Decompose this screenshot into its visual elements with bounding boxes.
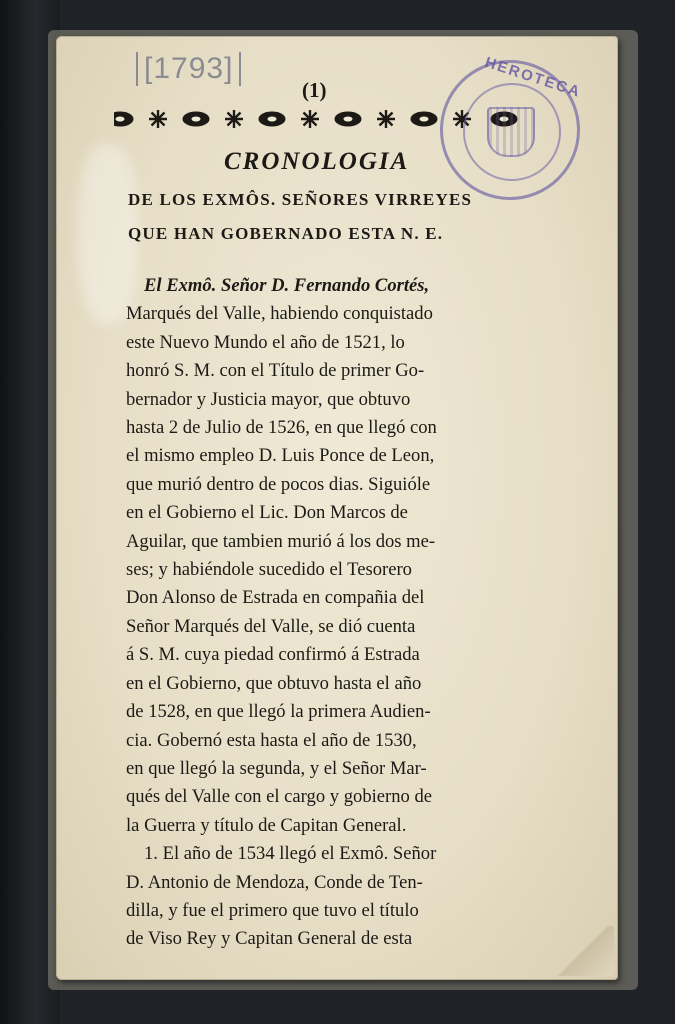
text-line: de 1528, en que llegó la primera Audien- [126, 701, 431, 723]
body-text [126, 272, 550, 954]
text-line: en el Gobierno, que obtuvo hasta el año [126, 672, 422, 694]
stamp-text: HEROTECA [482, 53, 584, 102]
subtitle-line-1: DE LOS EXMÔS. SEÑORES VIRREYES [128, 190, 473, 209]
text-line: cia. Gobernó esta hasta el año de 1530, [126, 729, 417, 751]
text-line: D. Antonio de Mendoza, Conde de Ten- [126, 871, 423, 893]
text-line: dilla, y fue el primero que tuvo el título [126, 899, 419, 921]
text-line: la Guerra y título de Capitan General. [126, 814, 407, 836]
document-page [56, 36, 618, 980]
stamp-coat-of-arms [487, 107, 535, 157]
ornament-star [225, 110, 243, 128]
text-line: honró S. M. con el Título de primer Go- [126, 360, 425, 382]
text-line: El Exmô. Señor D. Fernando Cortés, [144, 275, 430, 296]
ornament-motif [259, 112, 285, 126]
text-line: el mismo empleo D. Luis Ponce de Leon, [126, 445, 435, 467]
pencil-catalog-note: [1793] [136, 52, 241, 86]
text-line: de Viso Rey y Capitan General de esta [126, 928, 413, 950]
ornament-star [301, 110, 319, 128]
ornament-motif [183, 112, 209, 126]
text-line: bernador y Justicia mayor, que obtuvo [126, 388, 411, 410]
text-line: ses; y habiéndole sucedido el Tesorero [126, 559, 412, 581]
text-line: á S. M. cuya piedad confirmó á Estrada [126, 644, 420, 666]
text-line: en que llegó la segunda, y el Señor Mar- [126, 757, 427, 779]
ornament-motif [114, 112, 133, 126]
document-title: CRONOLOGIA [224, 148, 410, 175]
text-line: en el Gobierno el Lic. Don Marcos de [126, 502, 408, 524]
ornament-star [377, 110, 395, 128]
corner-fold [554, 926, 614, 976]
text-line: Marqués del Valle, habiendo conquistado [126, 303, 433, 325]
subtitle-line-2: QUE HAN GOBERNADO ESTA N. E. [128, 224, 444, 243]
text-line: 1. El año de 1534 llegó el Exmô. Señor [144, 843, 437, 865]
text-line: Señor Marqués del Valle, se dió cuenta [126, 615, 416, 637]
text-line: Don Alonso de Estrada en compañia del [126, 587, 425, 609]
text-line: hasta 2 de Julio de 1526, en que llegó con [126, 417, 437, 439]
ornament-motif [335, 112, 361, 126]
text-line: que murió dentro de pocos dias. Siguióle [126, 473, 431, 495]
page-number: (1) [302, 78, 327, 102]
ornament-star [149, 110, 167, 128]
text-line: qués del Valle con el cargo y gobierno de [126, 786, 433, 808]
ornament-motif [411, 112, 437, 126]
text-line: este Nuevo Mundo el año de 1521, lo [126, 331, 405, 353]
text-line: Aguilar, que tambien murió á los dos me- [126, 530, 436, 552]
library-stamp [440, 53, 584, 200]
